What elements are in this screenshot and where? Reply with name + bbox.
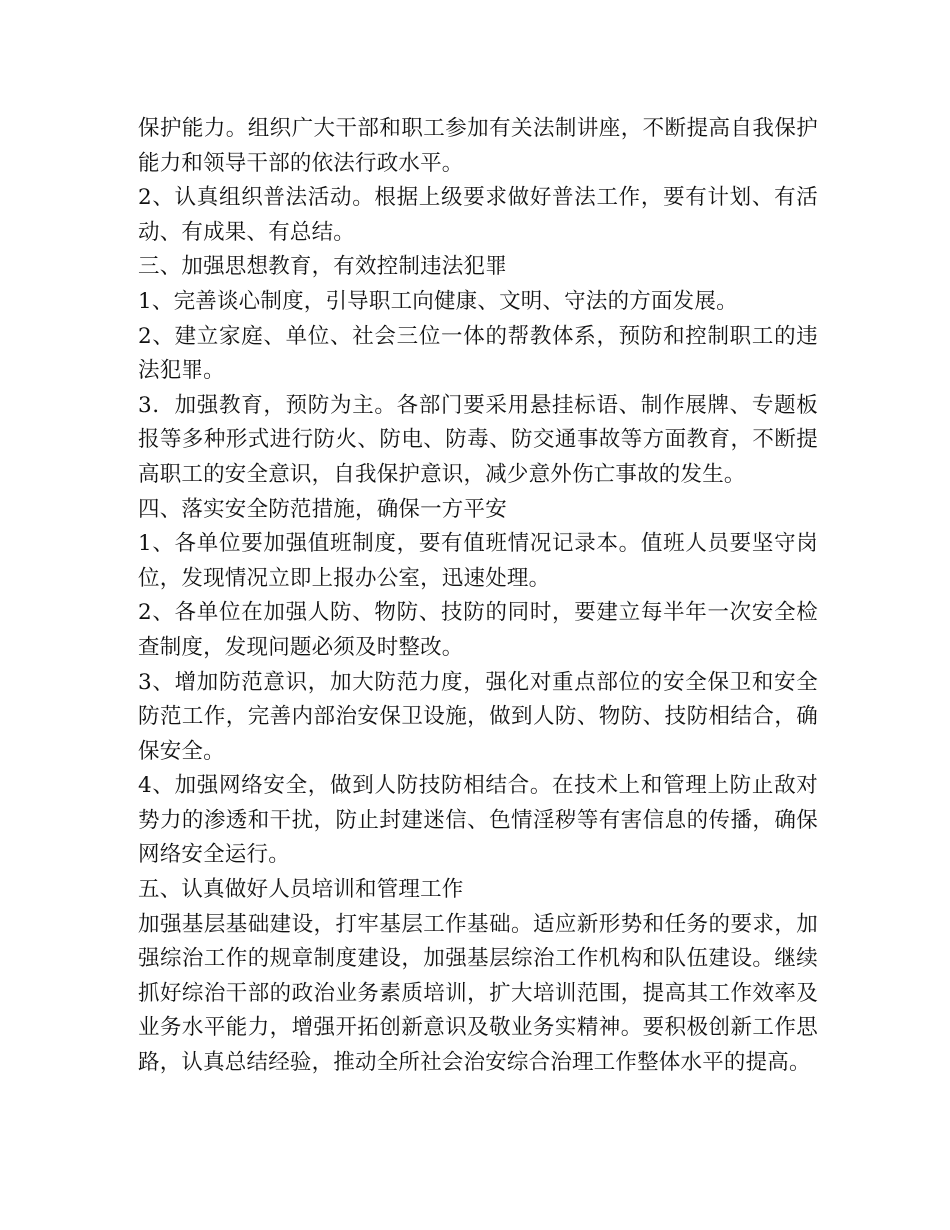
- paragraph: 2、认真组织普法活动。根据上级要求做好普法工作，要有计划、有活动、有成果、有总结。: [138, 185, 818, 245]
- paragraph: 3、增加防范意识，加大防范力度，强化对重点部位的安全保卫和安全防范工作，完善内部治安保卫设施，做到人防、物防、技防相结合，确保安全。: [138, 669, 818, 764]
- paragraph: 加强基层基础建设，打牢基层工作基础。适应新形势和任务的要求，加强综治工作的规章制度建设，加强基层综治工作机构和队伍建设。继续抓好综治干部的政治业务素质培训，扩大培训范围，提高其工作效率及业务水平能力，增强开拓创新意识及敬业务实精神。要积极创新工作思路，认真总结经验，推动全所社会治安综合治理工作整体水平的提高。: [138, 911, 818, 1076]
- paragraph: 4、加强网络安全，做到人防技防相结合。在技术上和管理上防止敌对势力的渗透和干扰，防止封建迷信、色情淫秽等有害信息的传播，确保网络安全运行。: [138, 773, 818, 868]
- paragraph: 1、各单位要加强值班制度，要有值班情况记录本。值班人员要坚守岗位，发现情况立即上报办公室，迅速处理。: [138, 531, 818, 591]
- section-heading: 五、认真做好人员培训和管理工作: [138, 877, 464, 903]
- paragraph: 1、完善谈心制度，引导职工向健康、文明、守法的方面发展。: [138, 288, 738, 314]
- section-heading: 三、加强思想教育，有效控制违法犯罪: [138, 254, 507, 280]
- paragraph: 2、建立家庭、单位、社会三位一体的帮教体系，预防和控制职工的违法犯罪。: [138, 323, 818, 384]
- document-body: [138, 112, 818, 1081]
- paragraph: 2、各单位在加强人防、物防、技防的同时，要建立每半年一次安全检查制度，发现问题必须及时整改。: [138, 600, 818, 660]
- paragraph: 保护能力。组织广大干部和职工参加有关法制讲座，不断提高自我保护能力和领导干部的依法行政水平。: [138, 116, 818, 176]
- section-heading: 四、落实安全防范措施，确保一方平安: [138, 496, 507, 522]
- paragraph: 3．加强教育，预防为主。各部门要采用悬挂标语、制作展牌、专题板报等多种形式进行防火、防电、防毒、防交通事故等方面教育，不断提高职工的安全意识，自我保护意识，减少意外伤亡事故的发生。: [138, 392, 818, 487]
